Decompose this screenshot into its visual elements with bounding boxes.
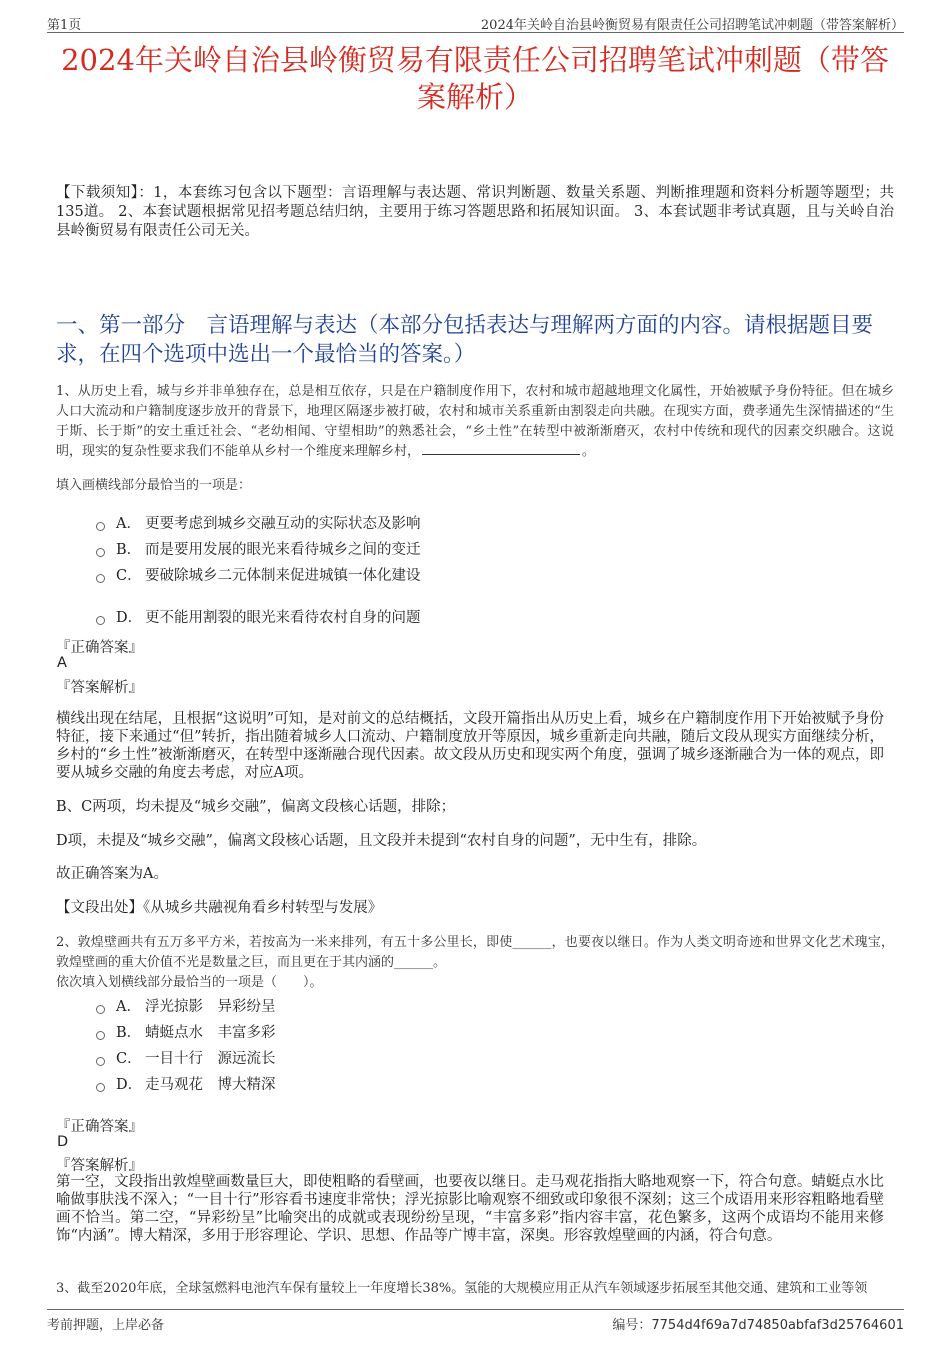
q1-option-c[interactable]: C． 要破除城乡二元体制来促进城镇一体化建设 (96, 564, 421, 585)
q1-source: 【文段出处】《从城乡共融视角看乡村转型与发展》 (56, 900, 383, 916)
q2-answer-label: 『正确答案』 (56, 1119, 143, 1135)
q1-stem-text: 1、从历史上看，城与乡并非单独存在，总是相互依存，只是在户籍制度作用下，农村和城市超越地理文化属性，开始被赋予身份特征。但在城乡人口大流动和户籍制度逐步放开的背景下，地理区隔逐步被打破，农村和城市关系重新由割裂走向共融。在现实方面，费孝通先生深情描述的“生于斯、长于斯”的安土重迁社会、“老幼相闻、守望相助”的熟悉社会，“乡土性”在转型中被渐渐磨灭，农村中传统和现代的因素交织融合。这说明，现实的复杂性要求我们不能单从乡村一个维度来理解乡村， (56, 384, 894, 459)
q1-option-d[interactable]: D． 更不能用割裂的眼光来看待农村自身的问题 (96, 606, 421, 627)
radio-icon[interactable] (96, 616, 105, 625)
q1-analysis-para: D项，未提及“城乡交融”，偏离文段核心话题，且文段并未提到“农村自身的问题”，无中生有，排除。 (56, 833, 707, 849)
section-heading: 一、第一部分 言语理解与表达（本部分包括表达与理解两方面的内容。请根据题目要求，在四个选项中选出一个最恰当的答案。） (56, 313, 874, 367)
q1-stem (56, 382, 894, 462)
page-number: 第1页 (47, 18, 82, 33)
q2-option-b[interactable]: B． 蜻蜓点水 丰富多彩 (96, 1021, 276, 1042)
q2-option-c[interactable]: C． 一目十行 源远流长 (96, 1047, 276, 1068)
q2-stem: 2、敦煌壁画共有五万多平方米，若按高为一米来排列，有五十多公里长，即使______，也要夜以继日。作为人类文明奇迹和世界文化艺术瑰宝，敦煌壁画的重大价值不光是数量之巨，而且更在于其内涵的______。 (56, 935, 894, 970)
footer-slogan: 考前押题，上岸必备 (47, 1318, 165, 1333)
q1-stem-end: 。 (582, 444, 596, 459)
q1-analysis-label: 『答案解析』 (56, 680, 143, 696)
q3-stem: 3、截至2020年底，全球氢燃料电池汽车保有量较上一年度增长38%。氢能的大规模应用正从汽车领域逐步拓展至其他交通、建筑和工业等领 (56, 1281, 868, 1296)
radio-icon[interactable] (96, 548, 105, 557)
header-divider (47, 32, 904, 33)
code-label: 编号： (612, 1318, 652, 1333)
q1-answer: A (57, 655, 67, 671)
radio-icon[interactable] (96, 1031, 105, 1040)
q2-answer: D (57, 1134, 69, 1150)
q1-answer-label: 『正确答案』 (56, 640, 143, 656)
q1-analysis-para: 横线出现在结尾，且根据“这说明”可知，是对前文的总结概括，文段开篇指出从历史上看，城乡在户籍制度作用下开始被赋予身份特征，接下来通过“但”转折，指出随着城乡人口流动、户籍制度放开等原因，城乡重新走向共融，随后文段从现实方面继续分析，乡村的“乡土性”被渐渐磨灭，在转型中逐渐融合现代因素。故文段从历史和现实两个角度，强调了城乡逐渐融合为一体的观点，即要从城乡交融的角度去考虑，对应A项。 (56, 711, 884, 781)
q1-blank (422, 442, 580, 455)
q1-analysis-para: 故正确答案为A。 (56, 866, 168, 882)
q1-option-a[interactable]: A． 更要考虑到城乡交融互动的实际状态及影响 (96, 512, 421, 533)
q1-prompt: 填入画横线部分最恰当的一项是： (56, 478, 252, 493)
q2-analysis-para: 第一空，文段指出敦煌壁画数量巨大，即使粗略的看壁画，也要夜以继日。走马观花指指大略地观察一下，符合句意。蜻蜓点水比喻做事肤浅不深入；“一目十行”形容看书速度非常快；浮光掠影比喻观察不细致或印象很不深刻；这三个成语用来形容粗略地看壁画不恰当。第二空，“异彩纷呈”比喻突出的成就或表现纷纷呈现，“丰富多彩”指内容丰富，花色繁多，这两个成语均不能用来修饰“内涵”。博大精深，多用于形容理论、学识、思想、作品等广博丰富，深奥。形容敦煌壁画的内涵，符合句意。 (56, 1174, 884, 1244)
q2-analysis-label: 『答案解析』 (56, 1158, 143, 1174)
document-code (612, 1314, 904, 1333)
q2-option-d[interactable]: D． 走马观花 博大精深 (96, 1073, 276, 1094)
radio-icon[interactable] (96, 522, 105, 531)
q1-analysis-para: B、C两项，均未提及“城乡交融”，偏离文段核心话题，排除； (56, 799, 456, 815)
running-header: 2024年关岭自治县岭衡贸易有限责任公司招聘笔试冲刺题（带答案解析） (480, 18, 904, 33)
q1-option-b[interactable]: B． 而是要用发展的眼光来看待城乡之间的变迁 (96, 538, 421, 559)
q2-option-a[interactable]: A． 浮光掠影 异彩纷呈 (96, 995, 276, 1016)
radio-icon[interactable] (96, 1057, 105, 1066)
page-title: 2024年关岭自治县岭衡贸易有限责任公司招聘笔试冲刺题（带答案解析） (61, 43, 889, 114)
footer-divider (47, 1309, 904, 1310)
q2-prompt: 依次填入划横线部分最恰当的一项是（ ）。 (56, 975, 323, 990)
radio-icon[interactable] (96, 1083, 105, 1092)
radio-icon[interactable] (96, 574, 105, 583)
radio-icon[interactable] (96, 1005, 105, 1014)
code-value: 7754d4f69a7d74850abfaf3d25764601 (651, 1318, 904, 1333)
download-notice: 【下载须知】：1，本套练习包含以下题型：言语理解与表达题、常识判断题、数量关系题、判断推理题和资料分析题等题型；共135道。 2、本套试题根据常见招考题总结归纳，主要用于练习答题思路和拓展知识面。 3、本套试题非考试真题，且与关岭自治县岭衡贸易有限责任公司无关。 (56, 185, 894, 239)
